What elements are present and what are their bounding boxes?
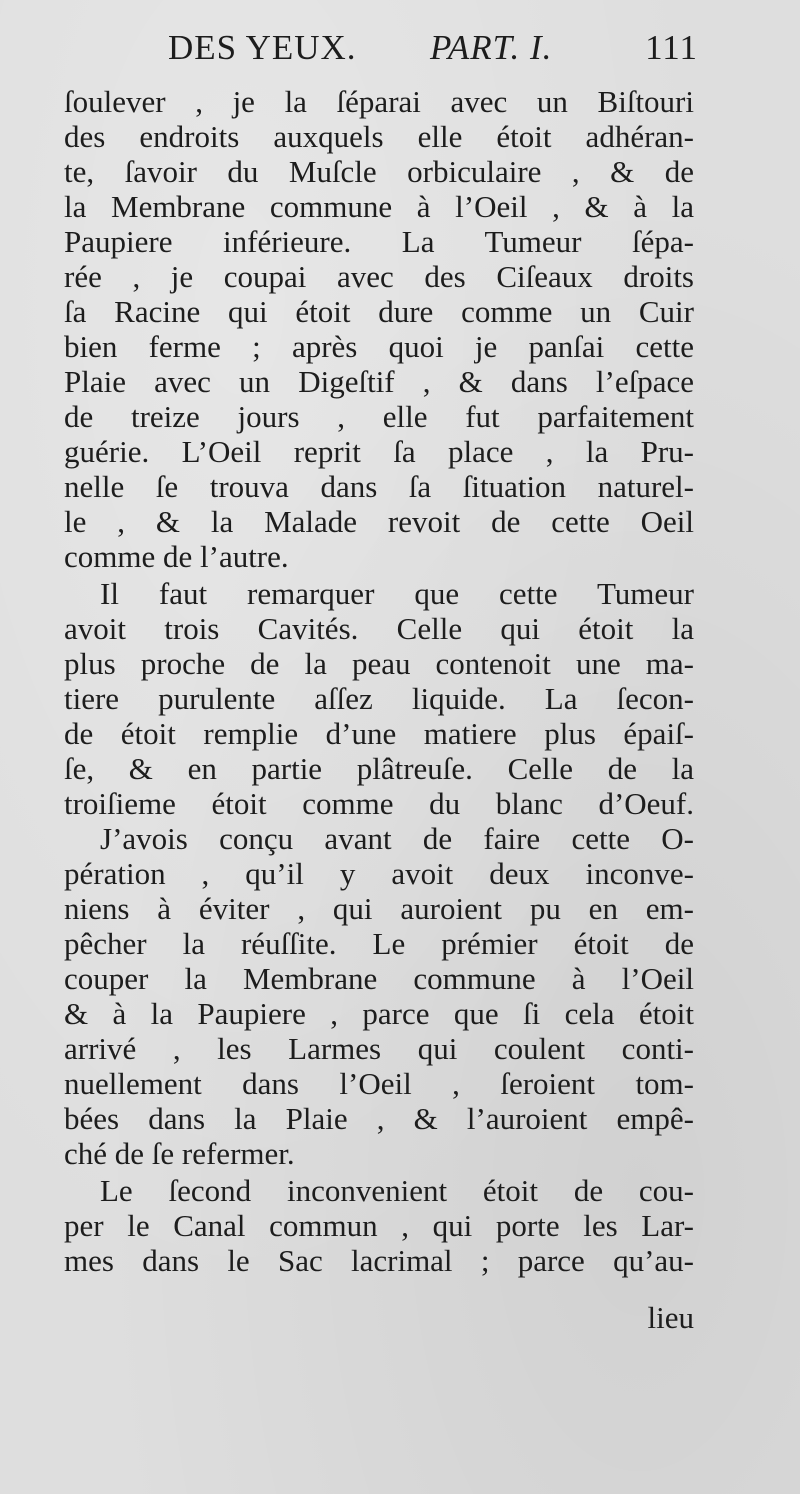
- text-line: nelle ſe trouva dans ſa ſituation naturel-: [64, 469, 694, 504]
- text-line: de treize jours , elle fut parfaitement: [64, 399, 694, 434]
- running-head-title: DES YEUX.: [168, 28, 357, 67]
- text-line: mes dans le Sac lacrimal ; parce qu’au-: [64, 1243, 694, 1278]
- text-line: bien ferme ; après quoi je panſai cette: [64, 329, 694, 364]
- page-number: 111: [645, 28, 698, 67]
- text-line: le , & la Malade revoit de cette Oeil: [64, 504, 694, 539]
- text-line: la Membrane commune à l’Oeil , & à la: [64, 189, 694, 224]
- running-head: [168, 28, 698, 72]
- text-line: ché de ſe refermer.: [64, 1136, 295, 1171]
- text-line: pération , qu’il y avoit deux inconve-: [64, 856, 694, 891]
- text-line: troiſieme étoit comme du blanc d’Oeuf.: [64, 786, 694, 821]
- text-line: couper la Membrane commune à l’Oeil: [64, 961, 694, 996]
- text-line: per le Canal commun , qui porte les Lar-: [64, 1208, 694, 1243]
- paragraph-first-line: Il faut remarquer que cette Tumeur: [100, 576, 694, 611]
- text-line: pêcher la réuſſite. Le prémier étoit de: [64, 926, 694, 961]
- text-line: de étoit remplie d’une matiere plus épaiſ-: [64, 716, 694, 751]
- paragraph-first-line: Le ſecond inconvenient étoit de cou-: [100, 1173, 694, 1208]
- text-line: rée , je coupai avec des Ciſeaux droits: [64, 259, 694, 294]
- text-line: nuellement dans l’Oeil , ſeroient tom-: [64, 1066, 694, 1101]
- text-line: Paupiere inférieure. La Tumeur ſépa-: [64, 224, 694, 259]
- text-line: bées dans la Plaie , & l’auroient empê-: [64, 1101, 694, 1136]
- text-line: guérie. L’Oeil reprit ſa place , la Pru-: [64, 434, 694, 469]
- text-line: Plaie avec un Digeſtif , & dans l’eſpace: [64, 364, 694, 399]
- paragraph-first-line: J’avois conçu avant de faire cette O-: [100, 821, 694, 856]
- running-head-part: PART. I.: [430, 28, 553, 67]
- text-line: ſa Racine qui étoit dure comme un Cuir: [64, 294, 694, 329]
- text-line: plus proche de la peau contenoit une ma-: [64, 646, 694, 681]
- text-line: arrivé , les Larmes qui coulent conti-: [64, 1031, 694, 1066]
- text-line: des endroits auxquels elle étoit adhéran-: [64, 119, 694, 154]
- text-line: ſoulever , je la ſéparai avec un Biſtouri: [64, 84, 694, 119]
- text-line: comme de l’autre.: [64, 539, 289, 574]
- text-line: & à la Paupiere , parce que ſi cela étoit: [64, 996, 694, 1031]
- body-text: [64, 84, 694, 1278]
- catchword: lieu: [647, 1300, 694, 1335]
- text-line: te, ſavoir du Muſcle orbiculaire , & de: [64, 154, 694, 189]
- text-line: ſe, & en partie plâtreuſe. Celle de la: [64, 751, 694, 786]
- text-line: avoit trois Cavités. Celle qui étoit la: [64, 611, 694, 646]
- text-line: tiere purulente aſſez liquide. La ſecon-: [64, 681, 694, 716]
- text-line: niens à éviter , qui auroient pu en em-: [64, 891, 694, 926]
